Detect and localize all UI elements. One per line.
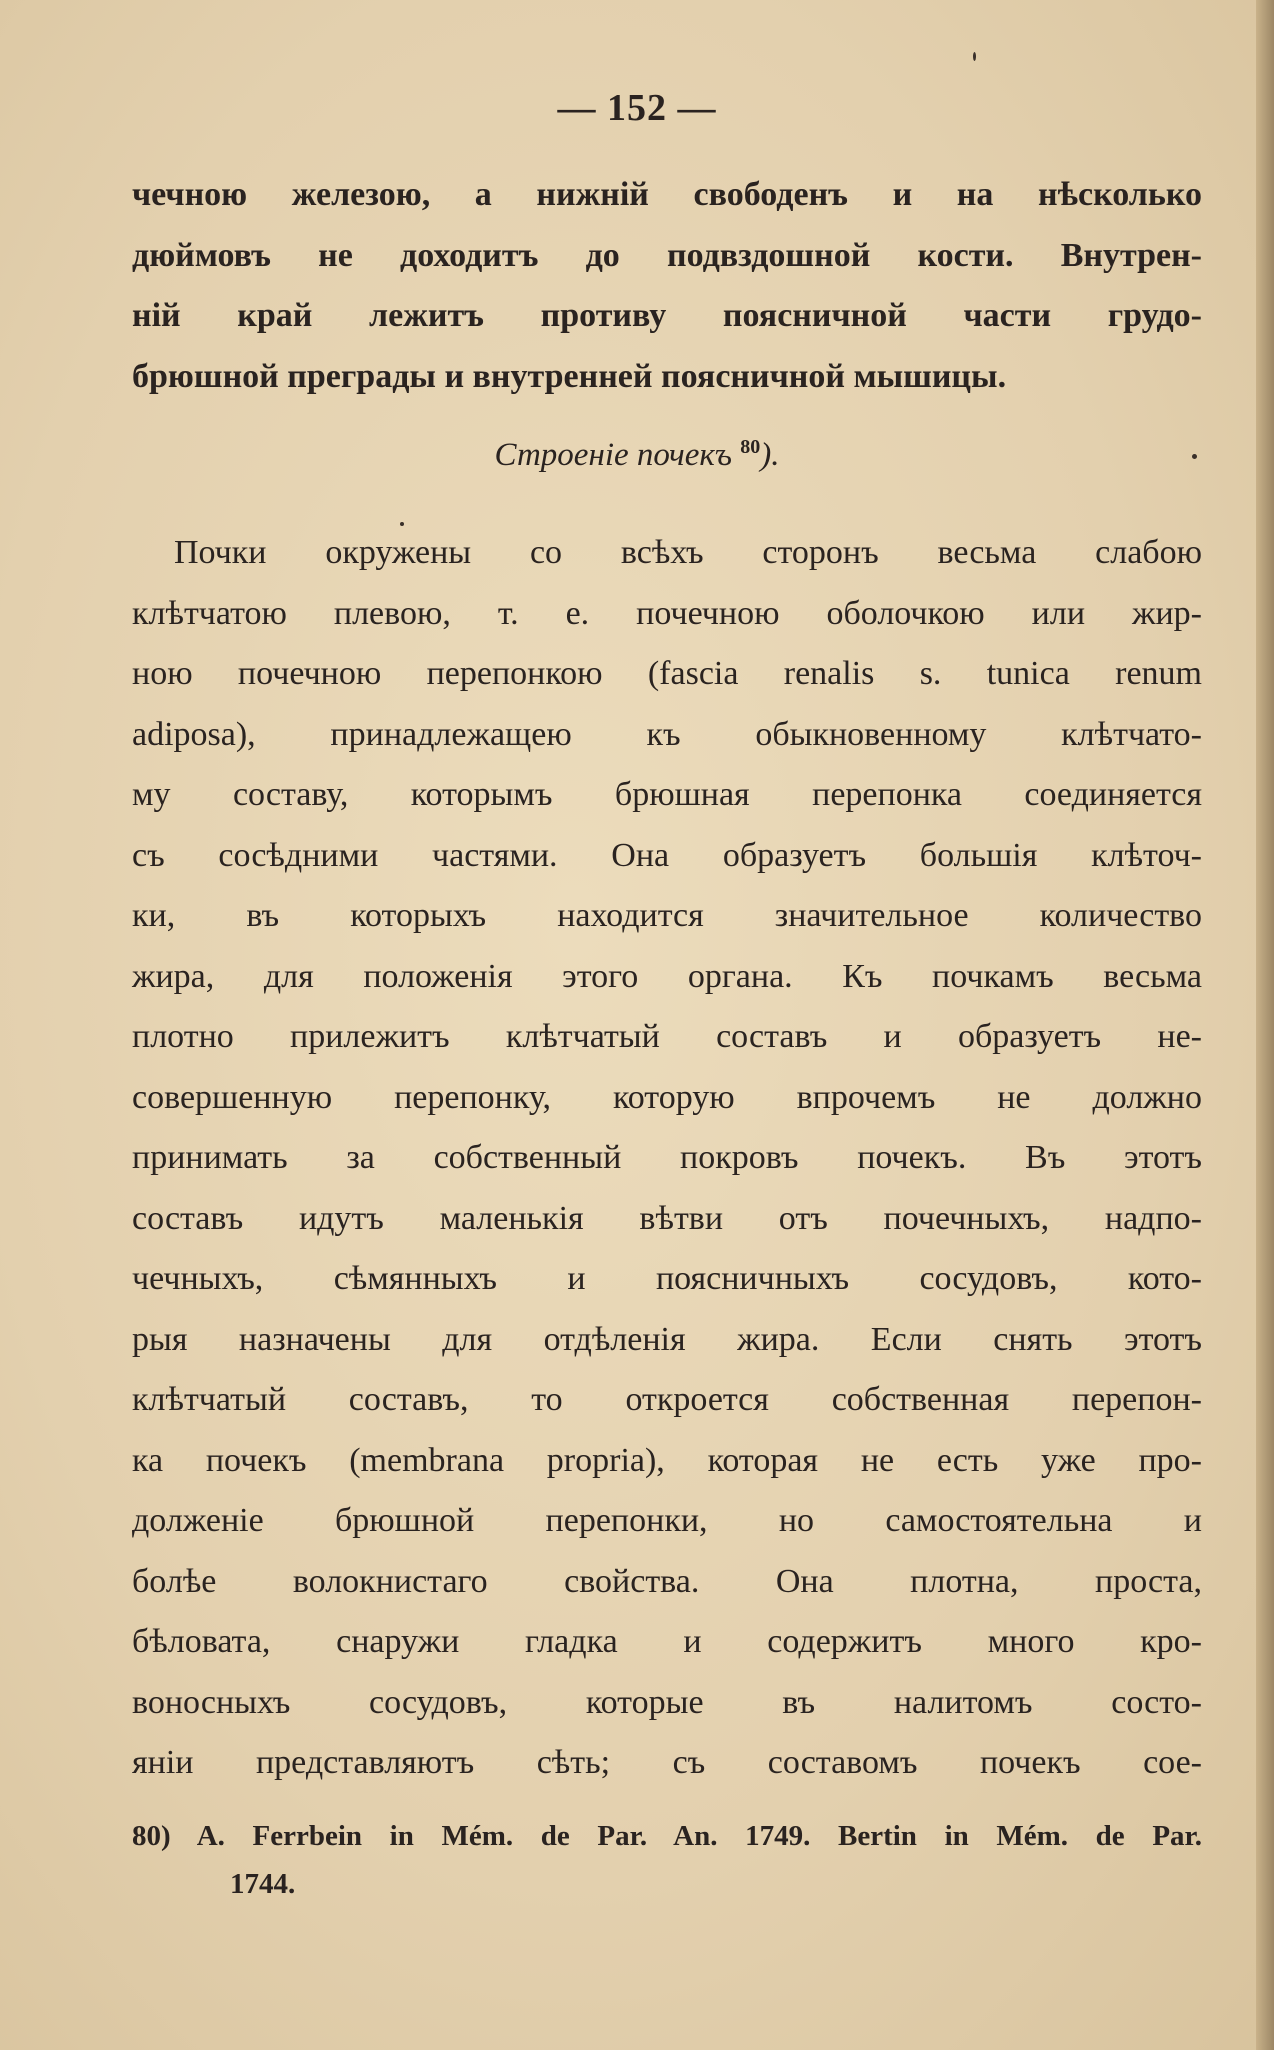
page-number: — 152 — <box>557 87 717 129</box>
section-heading <box>0 436 1274 474</box>
text-line: бѣловата, снаружи гладка и содержитъ много кро- <box>132 1623 1202 1660</box>
footnote-line: 80) A. Ferrbein in Mém. de Par. An. 1749. Bertin in Mém. de Par. <box>132 1820 1202 1852</box>
text-line: составъ идутъ маленькія вѣтви отъ почечныхъ, надпо- <box>132 1199 1202 1237</box>
text-line: дюймовъ не доходитъ до подвздошной кости. Внутрен- <box>132 236 1202 274</box>
paragraph-continuation <box>132 165 1202 407</box>
page-edge-shadow <box>1256 0 1274 2050</box>
text-line: клѣтчатый составъ, то откроется собственная перепон- <box>132 1381 1202 1418</box>
text-line: рыя назначены для отдѣленія жира. Если снять этотъ <box>132 1320 1202 1358</box>
text-line: Почки окружены со всѣхъ сторонъ весьма слабою <box>174 534 1202 571</box>
text-line: брюшной преграды и внутренней поясничной мышицы. <box>132 357 1007 395</box>
text-line: яніи представляютъ сѣть; съ составомъ почекъ сое- <box>132 1744 1202 1781</box>
footnote-line: 1744. <box>230 1868 296 1900</box>
text-line: чечною железою, а нижній свободенъ и на нѣсколько <box>132 176 1202 213</box>
footnote-reference: 80 <box>740 436 761 458</box>
text-line: долженіе брюшной перепонки, но самостоятельна и <box>132 1502 1202 1539</box>
text-line: совершенную перепонку, которую впрочемъ не должно <box>132 1078 1202 1116</box>
section-heading-text: Строеніе почекъ <box>494 437 732 473</box>
text-line: принимать за собственный покровъ почекъ. Въ этотъ <box>132 1139 1202 1176</box>
text-line: воносныхъ сосудовъ, которые въ налитомъ состо- <box>132 1683 1202 1721</box>
text-line: съ сосѣдними частями. Она образуетъ большія клѣточ- <box>132 836 1202 874</box>
text-line: чечныхъ, сѣмянныхъ и поясничныхъ сосудовъ, кото- <box>132 1260 1202 1297</box>
text-line: ка почекъ (membrana propria), которая не есть уже про- <box>132 1441 1202 1479</box>
paragraph-body <box>132 523 1202 1794</box>
text-line: болѣе волокнистаго свойства. Она плотна, проста, <box>132 1562 1202 1600</box>
text-line: клѣтчатою плевою, т. е. почечною оболочкою или жир- <box>132 594 1202 632</box>
text-line: ки, въ которыхъ находится значительное количество <box>132 897 1202 934</box>
footnote <box>132 1812 1202 1908</box>
text-line: плотно прилежитъ клѣтчатый составъ и образуетъ не- <box>132 1018 1202 1055</box>
text-line: ною почечною перепонкою (fascia renalis s. tunica renum <box>132 655 1202 692</box>
text-line: ній край лежитъ противу поясничной части грудо- <box>132 297 1202 334</box>
text-line: му составу, которымъ брюшная перепонка соединяется <box>132 776 1202 813</box>
section-heading-tail: ). <box>760 437 780 473</box>
text-line: жира, для положенія этого органа. Къ почкамъ весьма <box>132 957 1202 995</box>
text-line: adiposa), принадлежащею къ обыкновенному клѣтчато- <box>132 715 1202 753</box>
